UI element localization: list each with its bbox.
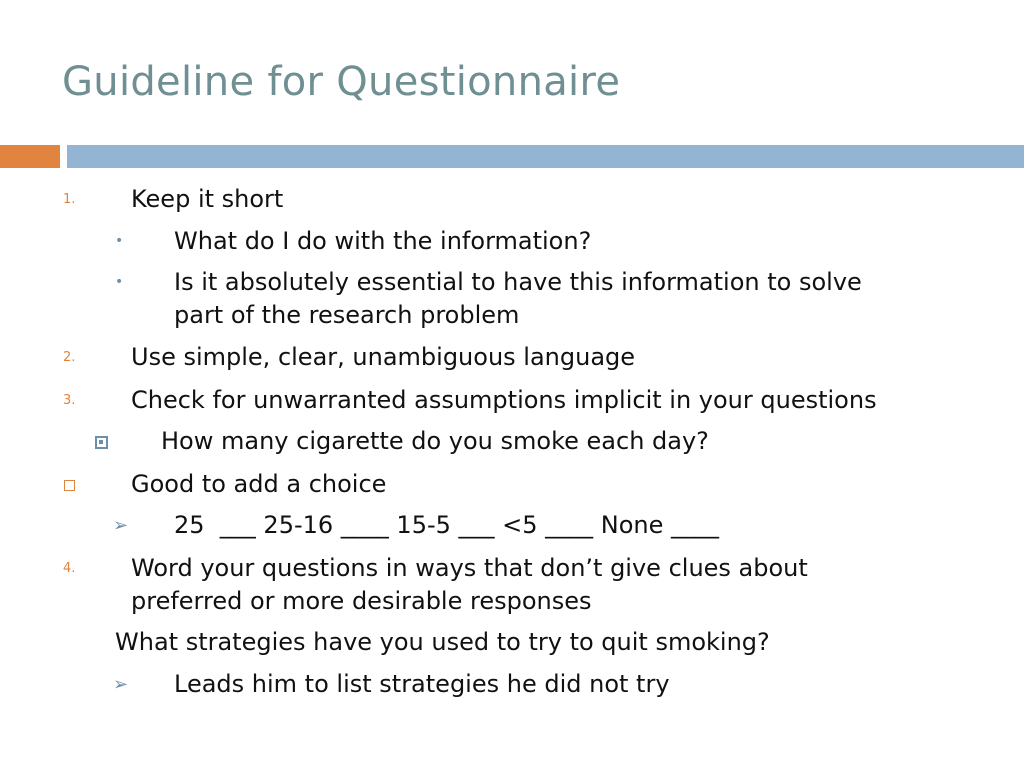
filled-square-bullet-icon	[95, 436, 108, 449]
list-number-1: 1.	[63, 192, 76, 207]
list-item-choice-text: Good to add a choice	[131, 470, 387, 498]
list-item-4-text-line-2: preferred or more desirable responses	[131, 587, 592, 615]
list-item-4-sub-1-text: Leads him to list strategies he did not try	[174, 670, 670, 698]
outline-square-bullet-icon	[64, 480, 75, 491]
list-item-choice-sub-1-text: 25 ___ 25-16 ____ 15-5 ___ <5 ____ None ____	[174, 511, 720, 539]
list-item-1-sub-2-text-line-1: Is it absolutely essential to have this information to solve	[174, 268, 862, 296]
list-number-3: 3.	[63, 393, 76, 408]
list-item-3-text: Check for unwarranted assumptions implicit in your questions	[131, 386, 877, 414]
list-number-2: 2.	[63, 350, 76, 365]
arrow-bullet-icon: ➢	[113, 674, 129, 695]
slide-title: Guideline for Questionnaire	[62, 59, 621, 105]
list-item-1-text: Keep it short	[131, 185, 284, 213]
list-item-3-sub-1-text: How many cigarette do you smoke each day?	[161, 427, 709, 455]
list-item-1-sub-1-text: What do I do with the information?	[174, 227, 592, 255]
list-item-4-example-text: What strategies have you used to try to quit smoking?	[115, 628, 770, 656]
bullet-dot-icon: •	[115, 274, 124, 290]
arrow-bullet-icon: ➢	[113, 515, 129, 536]
list-item-4-text-line-1: Word your questions in ways that don’t give clues about	[131, 554, 808, 582]
list-number-4: 4.	[63, 561, 76, 576]
list-item-1-sub-2-text-line-2: part of the research problem	[174, 301, 520, 329]
bullet-dot-icon: •	[115, 233, 124, 249]
list-item-2-text: Use simple, clear, unambiguous language	[131, 343, 636, 371]
